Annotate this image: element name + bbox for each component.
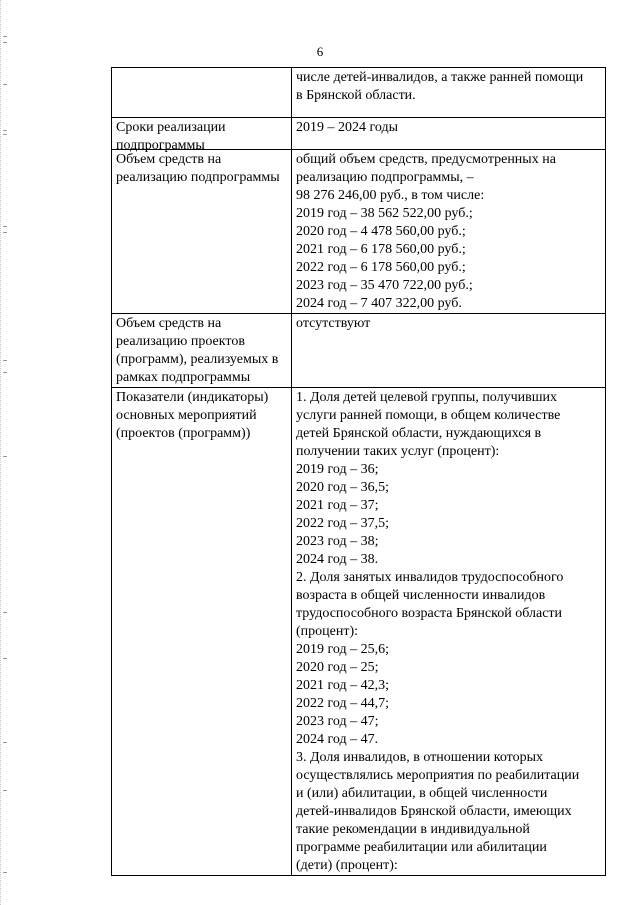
text-line: детей Брянской области, нуждающихся в (296, 426, 542, 441)
page-number: 6 (316, 44, 324, 59)
text-line: 2021 год – 42,3; (296, 678, 390, 693)
text-line: 1. Доля детей целевой группы, получивших (296, 390, 558, 405)
row-label-cell (112, 314, 292, 388)
text-line: 2020 год – 25; (296, 660, 379, 675)
text-line: (дети) (процент): (296, 858, 398, 873)
text-line: и (или) абилитации, в общей численности (296, 786, 548, 801)
subprogram-passport-table (111, 67, 606, 876)
text-line: такие рекомендации в индивидуальной (296, 822, 530, 837)
text-line: в Брянской области. (296, 88, 416, 103)
text-line: 2020 год – 4 478 560,00 руб.; (296, 224, 466, 239)
text-line: 2022 год – 37,5; (296, 516, 390, 531)
text-line: реализацию подпрограммы (116, 170, 280, 185)
text-line: (процент): (296, 624, 359, 639)
text-line: (программ), реализуемых в (116, 352, 279, 367)
text-line: 2021 год – 6 178 560,00 руб.; (296, 242, 466, 257)
row-label-cell (112, 150, 292, 314)
text-line: 2019 год – 38 562 522,00 руб.; (296, 206, 473, 221)
text-line: (проектов (программ)) (116, 426, 251, 441)
text-line: рамках подпрограммы (116, 370, 251, 385)
row-label-cell (112, 118, 292, 153)
text-line: 2023 год – 47; (296, 714, 379, 729)
row-value-cell (292, 68, 606, 118)
text-line: числе детей-инвалидов, а также ранней помощи (296, 70, 584, 85)
table-row (112, 388, 606, 876)
text-line: возраста в общей численности инвалидов (296, 588, 546, 603)
text-line: 98 276 246,00 руб., в том числе: (296, 188, 485, 203)
text-line: Объем средств на (116, 152, 222, 167)
text-line: 2. Доля занятых инвалидов трудоспособного (296, 570, 564, 585)
text-line: 2023 год – 35 470 722,00 руб.; (296, 278, 473, 293)
text-line: 2019 год – 25,6; (296, 642, 390, 657)
text-line: 2021 год – 37; (296, 498, 379, 513)
text-line: отсутствуют (296, 316, 371, 331)
table-row (112, 68, 606, 118)
scan-edge-marks (0, 0, 11, 905)
text-line: реализацию проектов (116, 334, 245, 349)
row-value-cell (292, 118, 606, 150)
text-line: осуществлялись мероприятия по реабилитации (296, 768, 580, 783)
row-label-cell (112, 68, 292, 118)
text-line: 2022 год – 44,7; (296, 696, 390, 711)
text-line: основных мероприятий (116, 408, 257, 423)
text-line: Показатели (индикаторы) (116, 390, 269, 405)
table-row (112, 314, 606, 388)
text-line: услуги ранней помощи, в общем количестве (296, 408, 561, 423)
text-line: программе реабилитации или абилитации (296, 840, 547, 855)
text-line: 2019 год – 36; (296, 462, 379, 477)
row-value-cell (292, 388, 606, 876)
row-value-cell (292, 150, 606, 314)
text-line: трудоспособного возраста Брянской области (296, 606, 563, 621)
table-row (112, 150, 606, 314)
text-line: Сроки реализации (116, 120, 226, 135)
text-line: 2019 – 2024 годы (296, 120, 399, 135)
row-label-cell (112, 388, 292, 876)
text-line: 2022 год – 6 178 560,00 руб.; (296, 260, 466, 275)
text-line: 2020 год – 36,5; (296, 480, 390, 495)
text-line: подпрограммы (116, 138, 205, 153)
text-line: Объем средств на (116, 316, 222, 331)
text-line: 2024 год – 38. (296, 552, 379, 567)
table-row (112, 118, 606, 150)
text-line: общий объем средств, предусмотренных на (296, 152, 556, 167)
row-value-cell (292, 314, 606, 388)
text-line: 2024 год – 7 407 322,00 руб. (296, 296, 462, 311)
text-line: детей-инвалидов Брянской области, имеющих (296, 804, 572, 819)
text-line: 2023 год – 38; (296, 534, 379, 549)
text-line: получении таких услуг (процент): (296, 444, 500, 459)
text-line: 3. Доля инвалидов, в отношении которых (296, 750, 544, 765)
text-line: реализацию подпрограммы, – (296, 170, 474, 185)
text-line: 2024 год – 47. (296, 732, 379, 747)
